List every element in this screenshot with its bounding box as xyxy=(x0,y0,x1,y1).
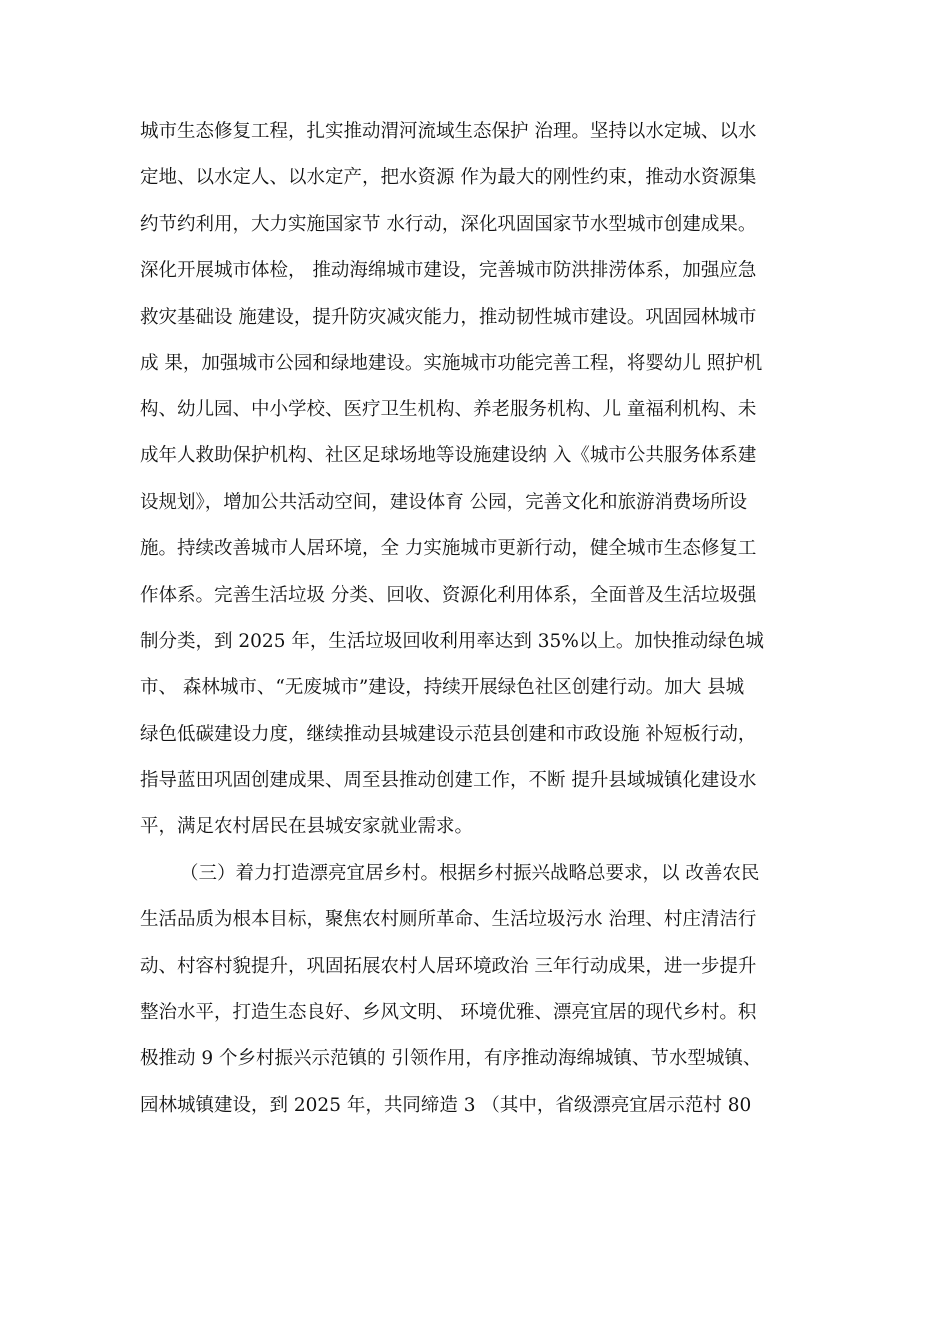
text-line: 深化开展城市体检， 推动海绵城市建设，完善城市防洪排涝体系，加强应急 xyxy=(140,260,757,281)
text-line: 极推动 9 个乡村振兴示范镇的 引领作用，有序推动海绵城镇、节水型城镇、 xyxy=(140,1048,762,1069)
text-line: 制分类，到 2025 年，生活垃圾回收利用率达到 35%以上。加快推动绿色城 xyxy=(140,631,764,652)
text-line: 设规划》，增加公共活动空间，建设体育 公园，完善文化和旅游消费场所设 xyxy=(140,492,748,513)
text-line: （三）着力打造漂亮宜居乡村。根据乡村振兴战略总要求，以 改善农民 xyxy=(180,863,760,884)
text-line: 约节约利用，大力实施国家节 水行动，深化巩固国家节水型城市创建成果。 xyxy=(140,214,757,235)
text-line: 生活品质为根本目标，聚焦农村厕所革命、生活垃圾污水 治理、村庄清洁行 xyxy=(140,909,757,930)
text-line: 成年人救助保护机构、社区足球场地等设施建设纳 入《城市公共服务体系建 xyxy=(140,445,757,466)
text-line: 平，满足农村居民在县城安家就业需求。 xyxy=(140,816,474,837)
text-line: 动、村容村貌提升，巩固拓展农村人居环境政治 三年行动成果，进一步提升 xyxy=(140,956,757,977)
text-line: 构、幼儿园、中小学校、医疗卫生机构、养老服务机构、儿 童福利机构、未 xyxy=(140,399,757,420)
text-line: 园林城镇建设，到 2025 年，共同缔造 3 （其中，省级漂亮宜居示范村 80 xyxy=(140,1095,752,1116)
text-line: 救灾基础设 施建设，提升防灾减灾能力，推动韧性城市建设。巩固园林城市 xyxy=(140,307,757,328)
text-line: 城市生态修复工程，扎实推动渭河流域生态保护 治理。坚持以水定城、以水 xyxy=(140,121,757,142)
text-line: 定地、以水定人、以水定产，把水资源 作为最大的刚性约束，推动水资源集 xyxy=(140,167,757,188)
text-line: 整治水平，打造生态良好、乡风文明、 环境优雅、漂亮宜居的现代乡村。积 xyxy=(140,1002,757,1023)
text-line: 指导蓝田巩固创建成果、周至县推动创建工作，不断 提升县域城镇化建设水 xyxy=(140,770,757,791)
text-line: 施。持续改善城市人居环境，全 力实施城市更新行动，健全城市生态修复工 xyxy=(140,538,757,559)
text-line: 市、 森林城市、“无废城市”建设，持续开展绿色社区创建行动。加大 县城 xyxy=(140,677,745,698)
text-line: 绿色低碳建设力度，继续推动县城建设示范县创建和市政设施 补短板行动， xyxy=(140,724,757,745)
text-line: 成 果，加强城市公园和绿地建设。实施城市功能完善工程，将婴幼儿 照护机 xyxy=(140,353,763,374)
text-line: 作体系。完善生活垃圾 分类、回收、资源化利用体系，全面普及生活垃圾强 xyxy=(140,585,757,606)
